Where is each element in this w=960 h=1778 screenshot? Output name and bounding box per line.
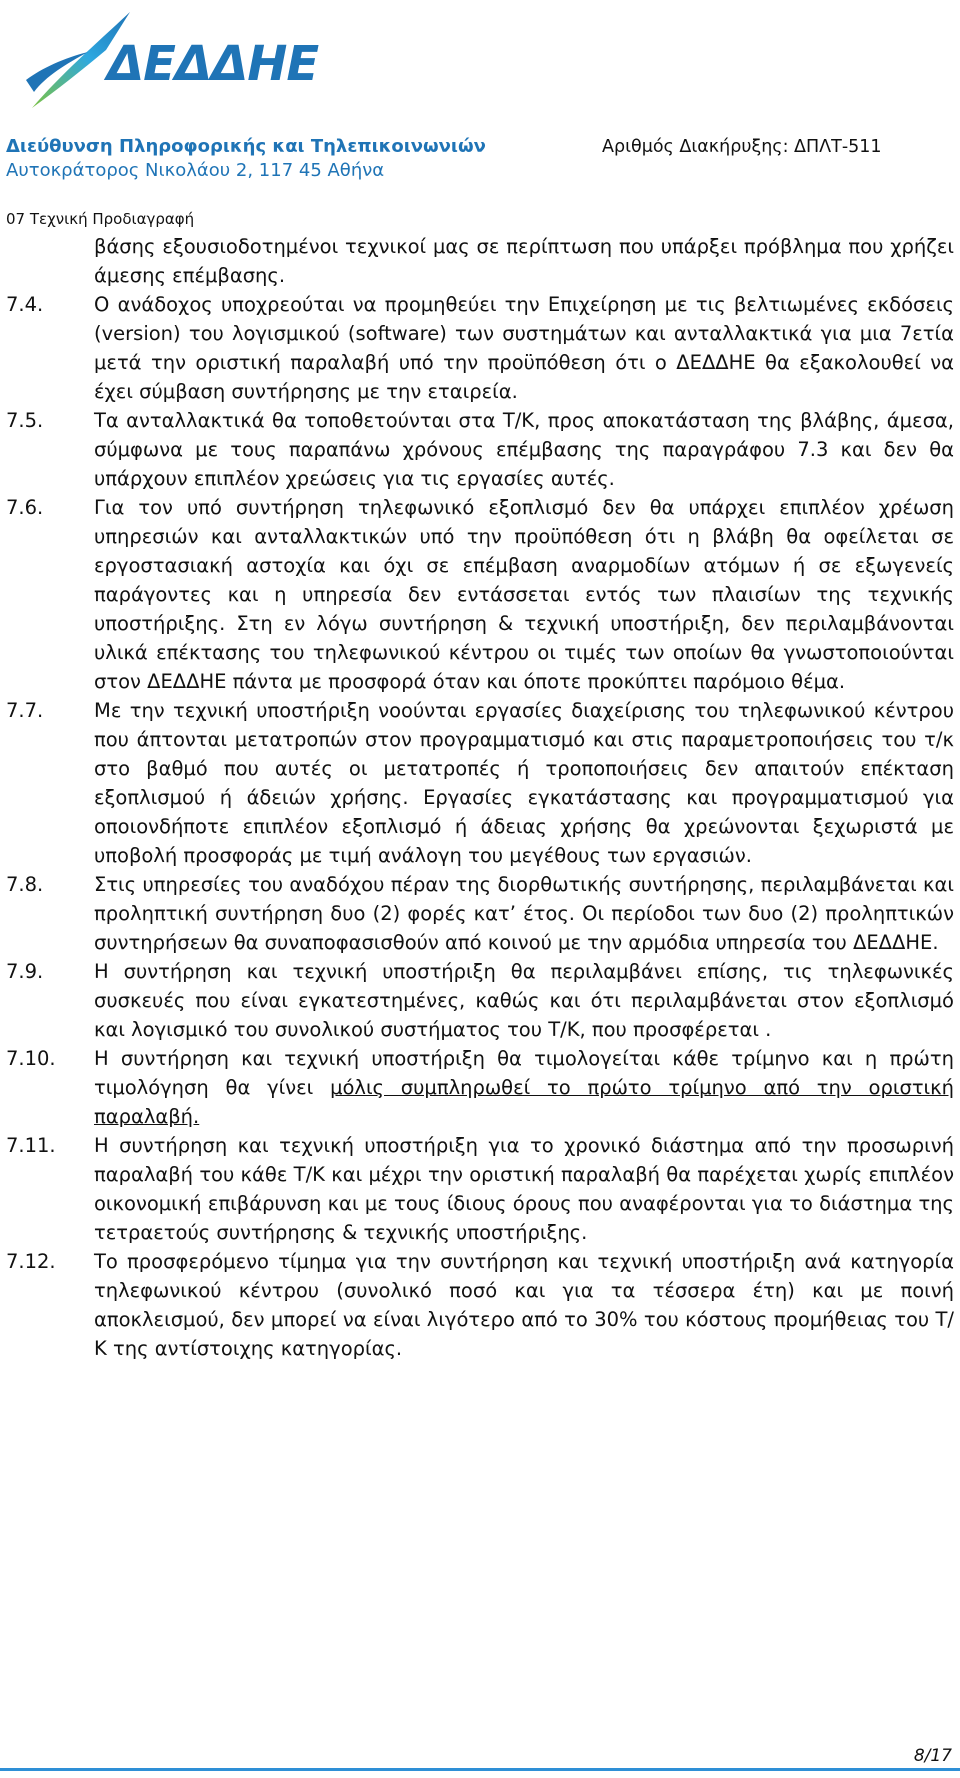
item-number: 7.11. bbox=[6, 1134, 56, 1157]
footer-divider bbox=[0, 1768, 960, 1771]
item-text: Με την τεχνική υποστήριξη νοούνται εργασίες διαχείρισης του τηλεφωνικού κέντρου που άπτονται μετατροπών στον προγραμματισμό και στις παραμετροποιήσεις του τ/κ στο βαθμό που αυτές οι μετατροπές ή τροποποιήσεις δεν απαιτούν επέκταση εξοπλισμού ή άδειών χρήσης. Εργασίες εγκατάστασης και προγραμματισμού για οποιονδήποτε επιπλέον εξοπλισμό ή άδειας χρήσης θα χρεώνονται ξεχωριστά με υποβολή προσφοράς με τιμή ανάλογη του μεγέθους των εργασιών. bbox=[94, 699, 954, 867]
item-text: Για τον υπό συντήρηση τηλεφωνικό εξοπλισμό δεν θα υπάρχει επιπλέον χρέωση υπηρεσιών και ανταλλακτικών υπό την προϋπόθεση ότι η βλάβη θα οφείλεται σε εργοστασιακή αστοχία και όχι σε επέμβαση αναρμοδίων ατόμων ή σε εξωγενείς παράγοντες και η υπηρεσία δεν εντάσσεται εντός των πλαισίων της τεχνικής υποστήριξης. Στη εν λόγω συντήρηση & τεχνική υποστήριξη, δεν περιλαμβάνονται υλικά επέκτασης του τηλεφωνικού κέντρου οι τιμές των οποίων θα γνωστοποιούνται στον ΔΕΔΔΗΕ πάντα με προσφορά όταν και όποτε προκύπτει παρόμοιο θέμα. bbox=[94, 496, 954, 693]
item-number: 7.5. bbox=[6, 409, 44, 432]
item-number: 7.12. bbox=[6, 1250, 56, 1273]
item-text: βάσης εξουσιοδοτημένοι τεχνικοί μας σε περίπτωση που υπάρξει πρόβλημα που χρήζει άμεσης επέμβασης. bbox=[94, 235, 954, 287]
list-item bbox=[0, 232, 960, 290]
page-number: 8/17 bbox=[913, 1746, 952, 1766]
item-text: Στις υπηρεσίες του αναδόχου πέραν της διορθωτικής συντήρησης, περιλαμβάνεται και προληπτική συντήρηση δυο (2) φορές κατ’ έτος. Οι περίοδοι των δυο (2) προληπτικών συντηρήσεων θα συναποφασισθούν από κοινού με την αρμόδια υπηρεσία του ΔΕΔΔΗΕ. bbox=[94, 873, 954, 954]
item-text-underlined: μόλις συμπληρωθεί το πρώτο τρίμηνο από την οριστική παραλαβή. bbox=[94, 1076, 955, 1128]
department-address: Αυτοκράτορος Νικολάου 2, 117 45 Αθήνα bbox=[6, 160, 385, 181]
logo-text: ΔΕΔΔΗΕ bbox=[107, 36, 319, 92]
declaration-number: Αριθμός Διακήρυξης: ΔΠΛΤ-511 bbox=[602, 137, 882, 157]
item-number: 7.10. bbox=[6, 1047, 56, 1070]
item-text: Η συντήρηση και τεχνική υποστήριξη θα περιλαμβάνει επίσης, τις τηλεφωνικές συσκευές που είναι εγκατεστημένες, καθώς και ότι περιλαμβάνεται στον εξοπλισμό και λογισμικό του συνολικού συστήματος του Τ/Κ, που προσφέρεται . bbox=[94, 960, 954, 1041]
list-item bbox=[0, 1131, 960, 1247]
section-title: 07 Τεχνική Προδιαγραφή bbox=[6, 210, 195, 228]
list-item bbox=[0, 1247, 960, 1363]
item-text: Το προσφερόμενο τίμημα για την συντήρηση και τεχνική υποστήριξη ανά κατηγορία τηλεφωνικού κέντρου (συνολικό ποσό και για τα τέσσερα έτη) και με ποινή αποκλεισμού, δεν μπορεί να είναι λιγότερο από το 30% του κόστους προμήθειας του Τ/Κ της αντίστοιχης κατηγορίας. bbox=[94, 1250, 954, 1360]
item-text: Ο ανάδοχος υποχρεούται να προμηθεύει την Επιχείρηση με τις βελτιωμένες εκδόσεις (version) του λογισμικού (software) των συστημάτων και ανταλλακτικά για μια 7ετία μετά την οριστική παραλαβή υπό την προϋπόθεση ότι ο ΔΕΔΔΗΕ θα εξακολουθεί να έχει σύμβαση συντήρησης με την εταιρεία. bbox=[94, 293, 954, 403]
list-item bbox=[0, 696, 960, 870]
department-name: Διεύθυνση Πληροφορικής και Τηλεπικοινωνιών bbox=[6, 136, 486, 157]
list-item bbox=[0, 290, 960, 406]
item-text-plain: Η συντήρηση και τεχνική υποστήριξη θα τιμολογείται κάθε τρίμηνο και η πρώτη τιμολόγηση θα γίνει bbox=[94, 1047, 954, 1099]
item-text: Η συντήρηση και τεχνική υποστήριξη για το χρονικό διάστημα από την προσωρινή παραλαβή του κάθε Τ/Κ και μέχρι την οριστική παραλαβή θα παρέχεται χωρίς επιπλέον οικονομική επιβάρυνση και με τους ίδιους όρους που αναφέρονται για το διάστημα της τετραετούς συντήρησης & τεχνικής υποστήριξης. bbox=[94, 1134, 954, 1244]
item-number bbox=[0, 232, 94, 290]
list-item bbox=[0, 406, 960, 493]
company-logo bbox=[2, 8, 319, 118]
item-number: 7.9. bbox=[6, 960, 44, 983]
item-number: 7.7. bbox=[6, 699, 44, 722]
specification-items bbox=[0, 232, 960, 1363]
list-item bbox=[0, 870, 960, 957]
list-item bbox=[0, 957, 960, 1044]
item-number: 7.6. bbox=[6, 496, 44, 519]
item-number: 7.4. bbox=[6, 293, 44, 316]
item-text: Τα ανταλλακτικά θα τοποθετούνται στα Τ/Κ, προς αποκατάσταση της βλάβης, άμεσα, σύμφωνα με τους παραπάνω χρόνους επέμβασης της παραγράφου 7.3 και δεν θα υπάρχουν επιπλέον χρεώσεις για τις εργασίες αυτές. bbox=[94, 409, 954, 490]
item-text bbox=[94, 1044, 954, 1131]
list-item bbox=[0, 1044, 960, 1131]
item-number: 7.8. bbox=[6, 873, 44, 896]
list-item bbox=[0, 493, 960, 696]
